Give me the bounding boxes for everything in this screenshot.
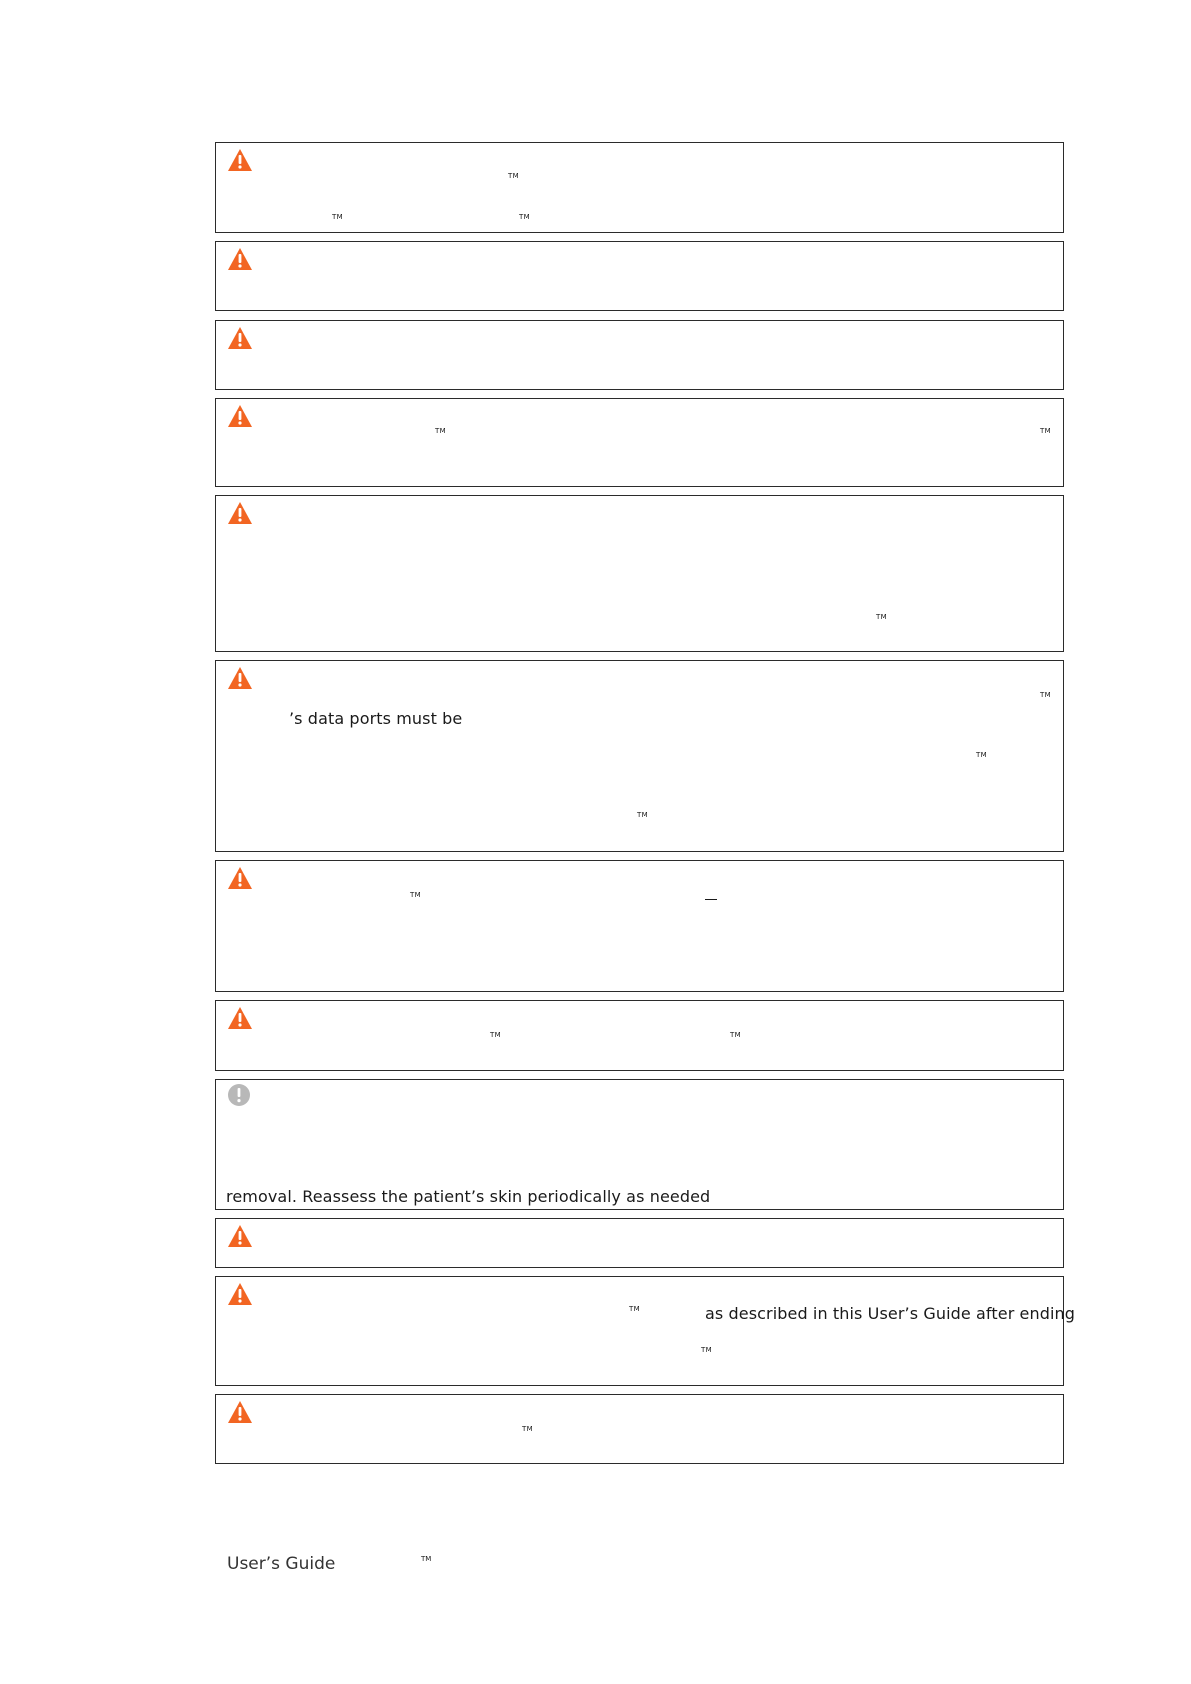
warning-icon: [227, 1282, 253, 1306]
trademark-mark: TM: [637, 811, 648, 819]
dash-mark: [705, 899, 717, 900]
trademark-mark: TM: [701, 1346, 712, 1354]
trademark-mark: TM: [490, 1031, 501, 1039]
warning-icon: [227, 501, 253, 525]
warning-icon: [227, 247, 253, 271]
trademark-mark: TM: [508, 172, 519, 180]
warning-icon: [227, 326, 253, 350]
warning-box-2: [215, 241, 1064, 311]
trademark-mark: TM: [1040, 691, 1051, 699]
trademark-mark: TM: [435, 427, 446, 435]
warning-box-3: [215, 320, 1064, 390]
warning-box-11: [215, 1276, 1076, 1386]
warning-box-1: [215, 142, 1064, 233]
warning-icon: [227, 404, 253, 428]
trademark-mark: TM: [421, 1555, 432, 1563]
trademark-mark: TM: [410, 891, 421, 899]
trademark-mark: TM: [522, 1425, 533, 1433]
note-icon: [227, 1083, 251, 1107]
warning-box-7: [215, 860, 1064, 992]
trademark-mark: TM: [876, 613, 887, 621]
warning-box-10: [215, 1218, 1064, 1268]
trademark-mark: TM: [332, 213, 343, 221]
trademark-mark: TM: [519, 213, 530, 221]
warning-icon: [227, 1400, 253, 1424]
users-guide-reference-text: as described in this User’s Guide after ending: [705, 1304, 1076, 1323]
warning-box-4: [215, 398, 1064, 487]
warning-icon: [227, 866, 253, 890]
warning-icon: [227, 666, 253, 690]
trademark-mark: TM: [976, 751, 987, 759]
warning-box-8: [215, 1000, 1064, 1071]
note-box: [215, 1079, 1064, 1210]
warning-box-6: [215, 660, 1064, 852]
skin-reassess-text: removal. Reassess the patient’s skin periodically as needed: [226, 1187, 711, 1206]
trademark-mark: TM: [1040, 427, 1051, 435]
warning-icon: [227, 1006, 253, 1030]
warning-box-12: [215, 1394, 1064, 1464]
trademark-mark: TM: [730, 1031, 741, 1039]
warning-icon: [227, 1224, 253, 1248]
footer-users-guide-label: User’s Guide: [227, 1554, 336, 1574]
warning-box-5: [215, 495, 1064, 652]
trademark-mark: TM: [629, 1305, 640, 1313]
warning-icon: [227, 148, 253, 172]
data-ports-text: ’s data ports must be: [289, 709, 463, 728]
